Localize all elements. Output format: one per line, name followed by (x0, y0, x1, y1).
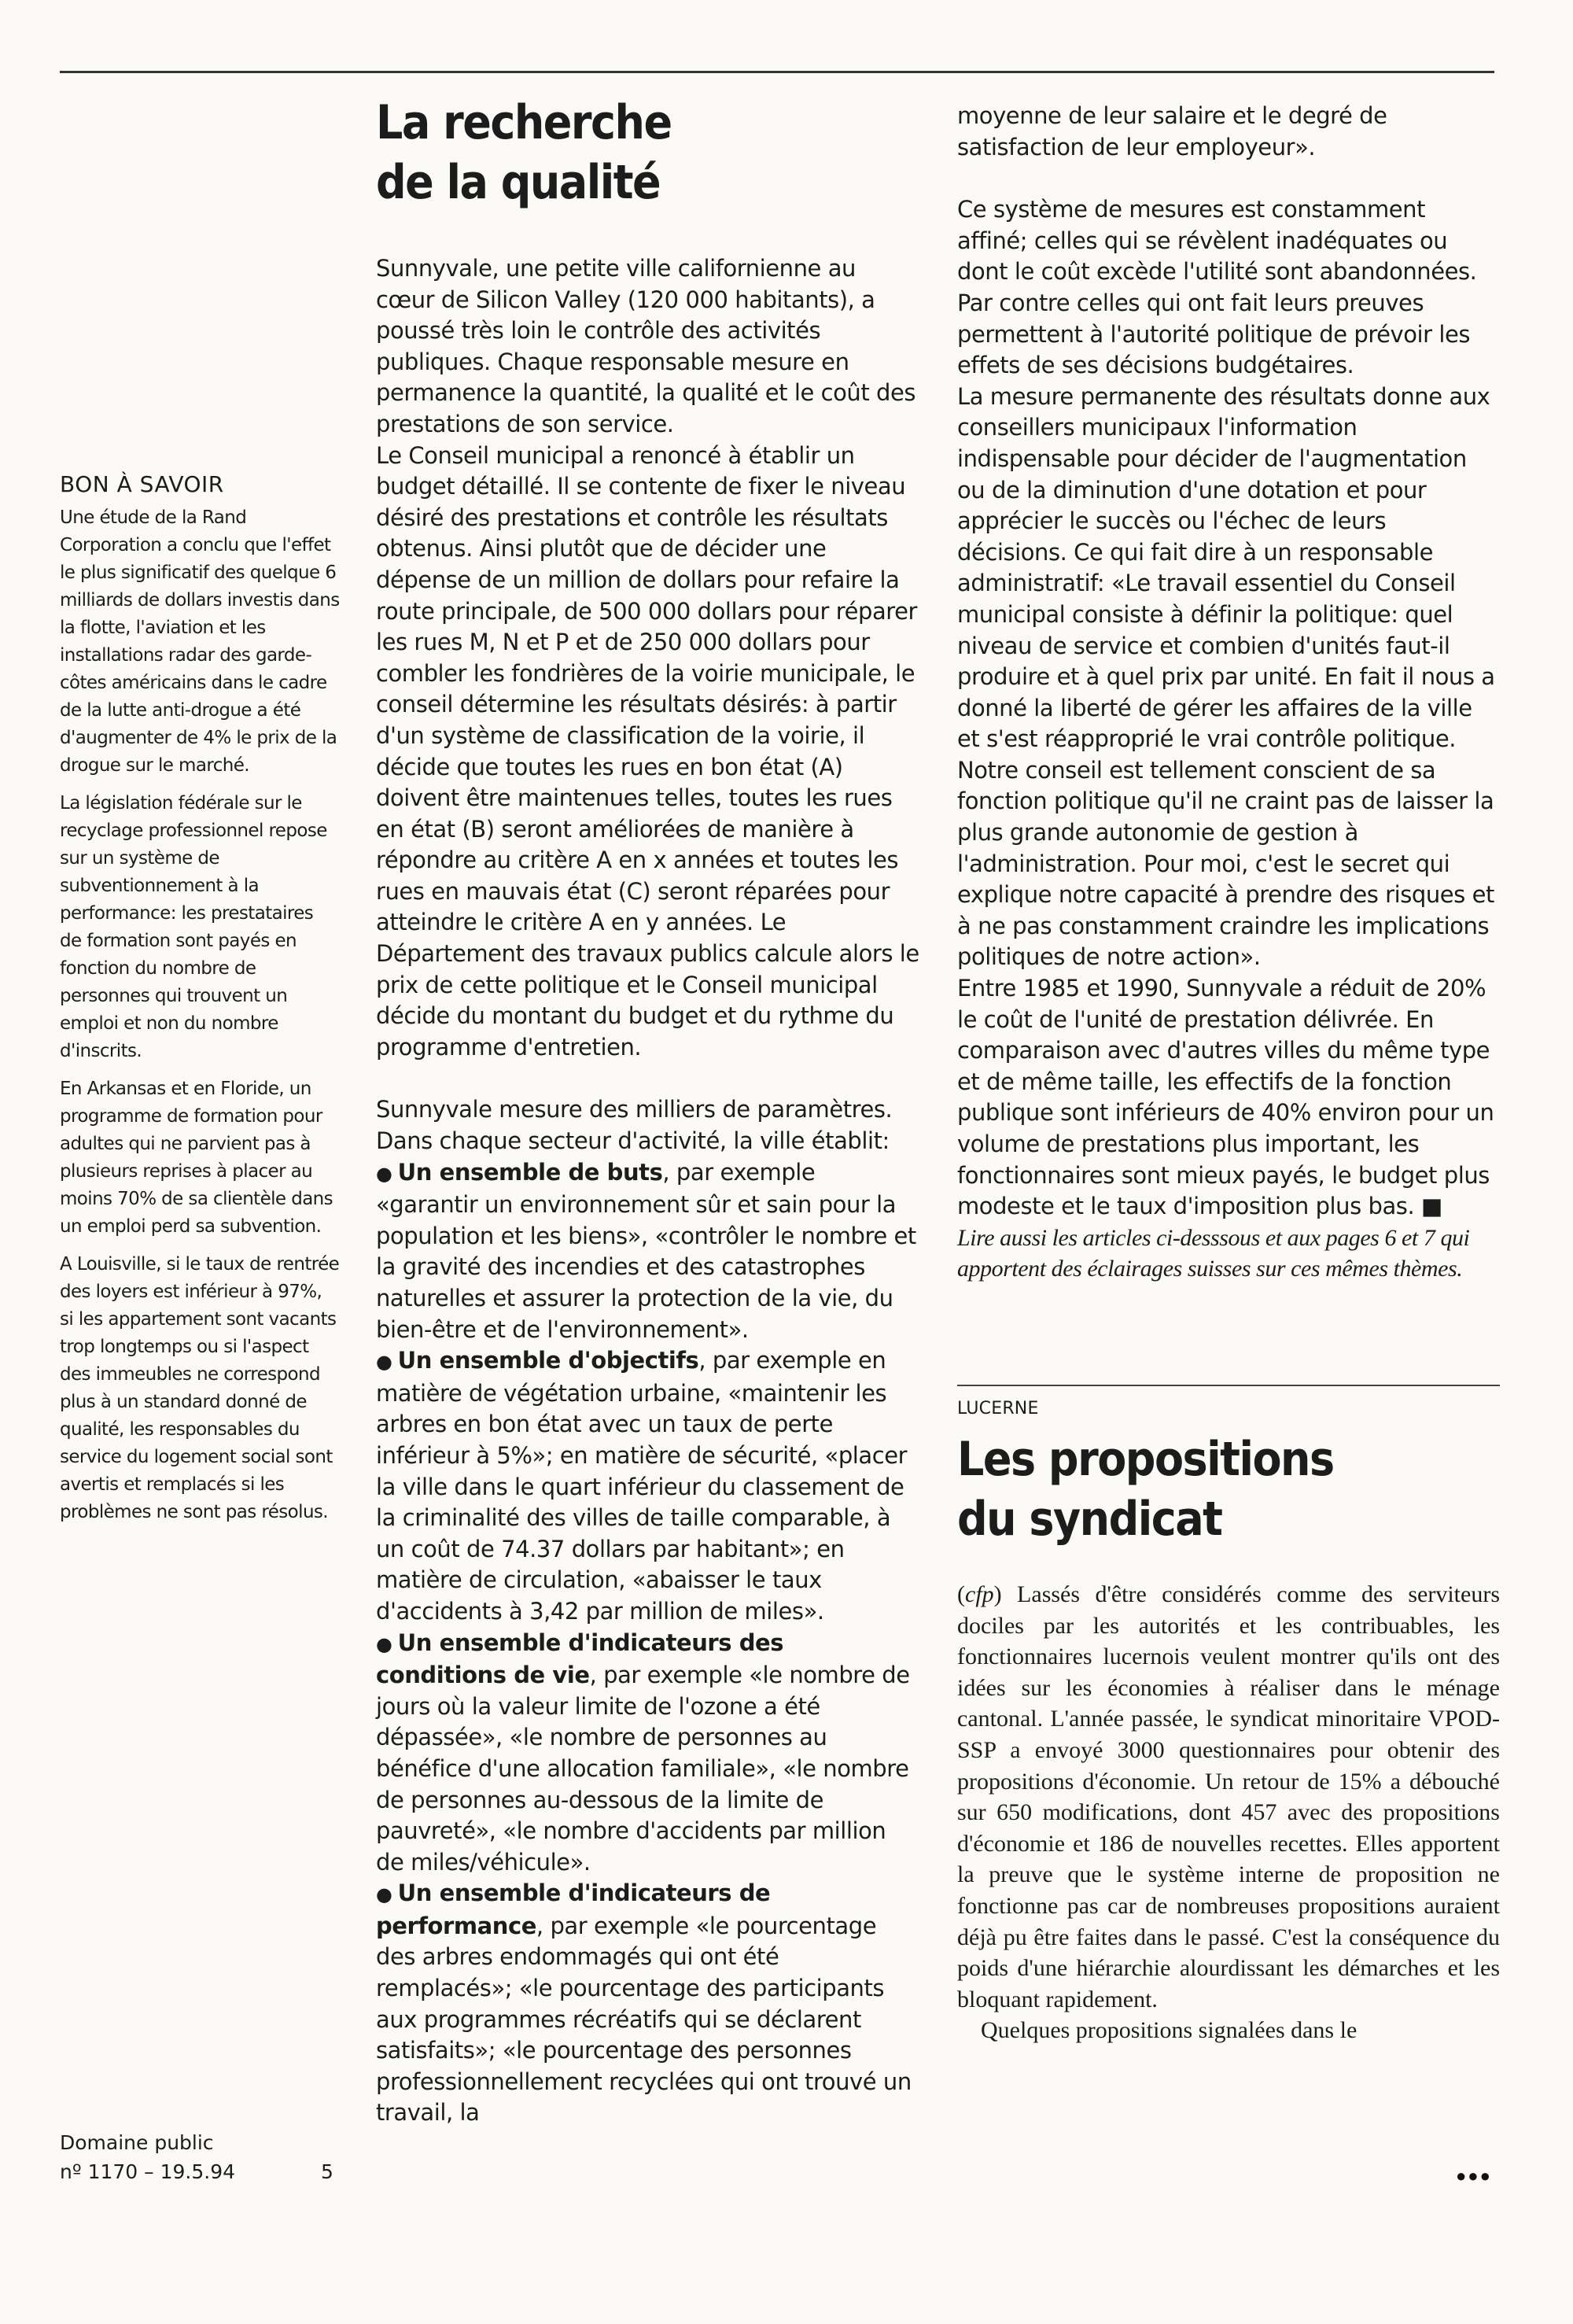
paragraph-text: Entre 1985 et 1990, Sunnyvale a réduit de 20% le coût de l'unité de prestation délivrée. En comparaison avec d'autres villes du même type et de même taille, les effectifs de la fonction publique sont inférieurs de 40% environ pour un volume de prestations plus important, les fonctionnaires sont mieux payés, le budget plus modeste et le taux d'imposition plus bas. (957, 975, 1494, 1220)
publication-name: Domaine public (60, 2131, 214, 2154)
continued-mark-icon: ●●● (1456, 2166, 1492, 2186)
article-body (957, 1579, 1500, 2046)
body-paragraph: La mesure permanente des résultats donne aux conseillers municipaux l'information indispensable pour décider de l'augmentation ou de la diminution d'une dotation et pour apprécier le succès ou l'échec de leurs décisions. Ce qui fait dire à un responsable administratif: «Le travail essentiel du Conseil municipal consiste à définir la politique: quel niveau de service et combien d'unités faut-il produire et à quel prix par unité. En fait il nous a donné la liberté de gérer les affaires de la ville et s'est réapproprié le vrai contrôle politique. Notre conseil est tellement conscient de sa fonction politique qu'il ne craint pas de laisser la plus grande autonomie de gestion à l'administration. Pour moi, c'est le secret qui explique notre capacité à prendre des risques et à ne pas constamment craindre les implications politiques de notre action». (957, 382, 1495, 971)
bullet-lead: Un ensemble de buts (397, 1158, 663, 1186)
body-paragraph: moyenne de leur salaire et le degré de satisfaction de leur employeur». (957, 102, 1387, 160)
body-paragraph: Sunnyvale, une petite ville californienne au cœur de Silicon Valley (120 000 habitants), a poussé très loin le contrôle des activités publiques. Chaque responsable mesure en permanence la quantité, la qualité et le coût des prestations de son service. (376, 255, 916, 437)
paragraph-text: ) Lassés d'être considérés comme des serviteurs dociles par les autorités et les contribuables, les fonctionnaires lucernois veulent montrer qu'ils ont des idées sur les économies à réaliser dans le ménage cantonal. L'année passée, le syndicat minoritaire VPOD-SSP a envoyé 3000 questionnaires pour obtenir des propositions d'économie. Un retour de 15% a débouché sur 650 modifications, dont 457 avec des propositions d'économie et 186 de nouvelles recettes. Elles apportent la preuve que le système interne de proposition ne fonctionne pas car de nombreuses propositions auraient déjà pu être faites dans le passé. C'est la conséquence du poids d'une hiérarchie alourdissant les démarches et les bloquant rapidement. (957, 1581, 1500, 2012)
sidebar-paragraph: A Louisville, si le taux de rentrée des loyers est inférieur à 97%, si les appartement sont vacants trop longtemps ou si l'aspect des immeubles ne correspond plus à un standard donné de qualité, les responsables du service du logement social sont avertis et remplacés si les problèmes ne sont pas résolus. (60, 1254, 340, 1522)
body-paragraph (957, 973, 1500, 1223)
bullet-icon: ● (376, 1351, 398, 1374)
bullet-icon: ● (376, 1632, 398, 1655)
bullet-lead: Un ensemble d'indicateurs de performance (376, 1879, 771, 1939)
body-paragraph: (cfp) Lassés d'être considérés comme des serviteurs dociles par les autorités et les contribuables, les fonctionnaires lucernois veulent montrer qu'ils ont des idées sur les économies à réaliser dans le ménage cantonal. L'année passée, le syndicat minoritaire VPOD-SSP a envoyé 3000 questionnaires pour obtenir des propositions d'économie. Un retour de 15% a débouché sur 650 modifications, dont 457 avec des propositions d'économie et 186 de nouvelles recettes. Elles apportent la preuve que le système interne de proposition ne fonctionne pas car de nombreuses propositions auraient déjà pu être faites dans le passé. C'est la conséquence du poids d'une hiérarchie alourdissant les démarches et les bloquant rapidement. (957, 1581, 1500, 2012)
bullet-text: , par exemple «garantir un environnement sûr et sain pour la population et les biens», «contrôler le nombre et la gravité des incendies et des catastrophes naturelles et assurer la protection de la vie, du bien-être et de l'environnement». (376, 1158, 916, 1343)
bullet-item (376, 1157, 920, 1346)
bullet-text: , par exemple en matière de végétation urbaine, «maintenir les arbres en bon état avec un taux de perte inférieur à 5%»; en matière de sécurité, «placer la ville dans le quart inférieur du classement de la criminalité des villes de taille comparable, à un coût de 74.37 dollars par habitant»; en matière de circulation, «abaisser le taux d'accidents à 3,42 par million de miles». (376, 1347, 908, 1625)
article-column-2 (957, 101, 1500, 1285)
author-initials: cfp (965, 1581, 994, 1607)
bullet-item (376, 1345, 920, 1627)
end-mark-icon: ■ (1421, 1193, 1442, 1220)
sidebar-paragraph: La législation fédérale sur le recyclage professionnel repose sur un système de subventionnement à la performance: les prestataires de formation sont payés en fonction du nombre de personnes qui trouvent un emploi et non du nombre d'inscrits. (60, 793, 327, 1061)
body-paragraph: Quelques propositions signalées dans le (981, 2017, 1357, 2044)
bullet-item (376, 1878, 920, 2129)
bullet-item (376, 1628, 920, 1879)
page-number: 5 (321, 2160, 333, 2183)
sidebar-box (60, 470, 340, 1536)
body-paragraph: Sunnyvale mesure des milliers de paramètres. Dans chaque secteur d'activité, la ville établit: (376, 1096, 893, 1155)
top-rule (60, 71, 1494, 73)
sidebar-title: BON À SAVOIR (60, 471, 224, 497)
bullet-text: , par exemple «le pourcentage des arbres endommagés qui ont été remplacés»; «le pourcentage des participants aux programmes récréatifs qui se déclarent satisfaits»; «le pourcentage des personnes professionnellement recyclées qui ont trouvé un travail, la (376, 1912, 912, 2127)
bullet-lead: Un ensemble d'objectifs (397, 1347, 699, 1374)
issue-info: nº 1170 – 19.5.94 (60, 2160, 236, 2183)
section-divider (957, 1385, 1500, 1386)
body-paragraph: Le Conseil municipal a renoncé à établir un budget détaillé. Il se contente de fixer le niveau désiré des prestations et contrôle les résultats obtenus. Ainsi plutôt que de décider une dépense de un million de dollars pour refaire la route principale, de 500 000 dollars pour réparer les rues M, N et P et de 250 000 dollars pour combler les fondrières de la voirie municipale, le conseil détermine les résultats désirés: à partir d'un système de classification de la voirie, il décide que toutes les rues en bon état (A) doivent être maintenues telles, toutes les rues en état (B) seront améliorées de manière à répondre au critère A en x années et toutes les rues en mauvais état (C) seront réparées pour atteindre le critère A en y années. Le Département des travaux publics calcule alors le prix de cette politique et le Conseil municipal décide du montant du budget et du rythme du programme d'entretien. (376, 441, 919, 1061)
body-paragraph: Ce système de mesures est constamment affiné; celles qui se révèlent inadéquates ou dont le coût excède l'utilité sont abandonnées. Par contre celles qui ont fait leurs preuves permettent à l'autorité politique de prévoir les effets de ses décisions budgétaires. (957, 196, 1477, 379)
sidebar-paragraph: Une étude de la Rand Corporation a conclu que l'effet le plus significatif des quelque 6 milliards de dollars investis dans la flotte, l'aviation et les installations radar des garde-côtes américains dans le cadre de la lutte anti-drogue a été d'augmenter de 4% le prix de la drogue sur le marché. (60, 507, 340, 776)
title-line: La recherche (376, 95, 672, 150)
article-kicker: LUCERNE (957, 1399, 1039, 1418)
article-column-1 (376, 253, 920, 2129)
article-title (957, 1429, 1500, 1549)
article-title (376, 93, 911, 212)
title-line: Les propositions (957, 1432, 1334, 1487)
bullet-icon: ● (376, 1162, 398, 1185)
bullet-text: , par exemple «le nombre de jours où la valeur limite de l'ozone a été dépassée», «le nombre de personnes au bénéfice d'une allocation familiale», «le nombre de personnes au-dessous de la limite de pauvreté», «le nombre d'accidents par million de miles/véhicule». (376, 1662, 910, 1876)
article-2 (957, 1399, 1500, 2046)
title-line: de la qualité (376, 155, 661, 210)
bullet-icon: ● (376, 1883, 398, 1906)
sidebar-paragraph: En Arkansas et en Floride, un programme de formation pour adultes qui ne parvient pas à plusieurs reprises à placer au moins 70% de sa clientèle dans un emploi perd sa subvention. (60, 1079, 333, 1237)
title-line: du syndicat (957, 1492, 1222, 1547)
bullet-lead: Un ensemble d'indicateurs des conditions de vie (376, 1629, 784, 1689)
related-articles-note: Lire aussi les articles ci-desssous et aux pages 6 et 7 qui apportent des éclairages suisses sur ces mêmes thèmes. (957, 1224, 1470, 1282)
page-footer (60, 2128, 340, 2186)
